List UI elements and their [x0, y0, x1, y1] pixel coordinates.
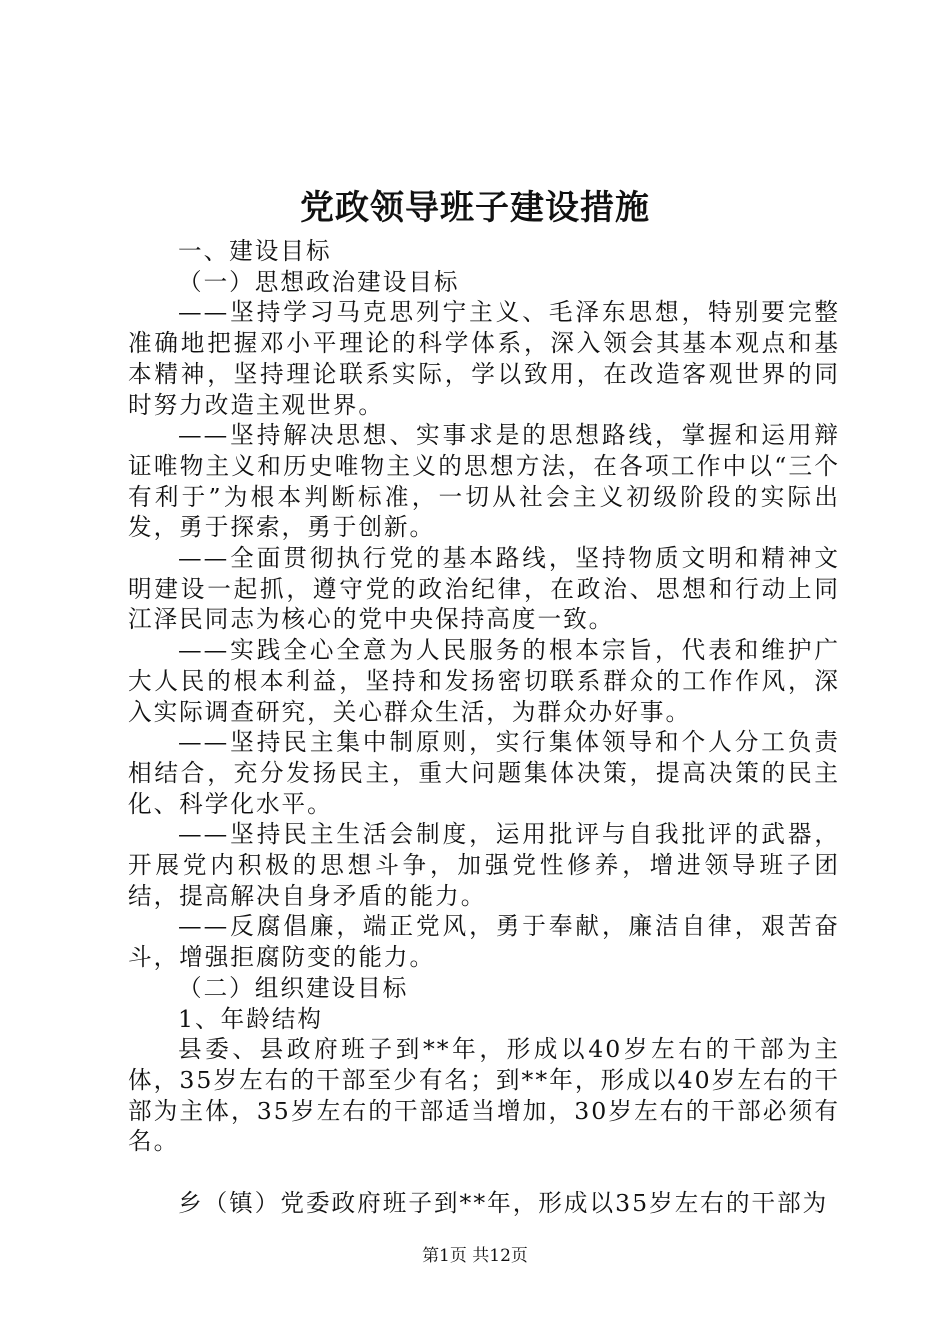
subsection-heading: （二）组织建设目标	[178, 973, 409, 1002]
document-body	[128, 236, 840, 1219]
page-title: 党政领导班子建设措施	[300, 188, 650, 228]
paragraph: ——坚持民主集中制原则，实行集体领导和个人分工负责相结合，充分发扬民主，重大问题集体决策，提高决策的民主化、科学化水平。	[128, 728, 840, 818]
section-heading: 一、建设目标	[178, 237, 332, 265]
paragraph: ——反腐倡廉，端正党风，勇于奉献，廉洁自律，艰苦奋斗，增强拒腐防变的能力。	[128, 912, 840, 972]
page-number-footer: 第1页 共12页	[422, 1246, 528, 1266]
paragraph: 乡（镇）党委政府班子到**年，形成以35岁左右的干部为	[178, 1189, 829, 1218]
paragraph: ——实践全心全意为人民服务的根本宗旨，代表和维护广大人民的根本利益，坚持和发扬密切联系群众的工作作风，深入实际调查研究，关心群众生活，为群众办好事。	[128, 636, 840, 726]
subsection-heading: （一）思想政治建设目标	[178, 267, 460, 296]
paragraph: ——坚持解决思想、实事求是的思想路线，掌握和运用辩证唯物主义和历史唯物主义的思想方法，在各项工作中以“三个有利于”为根本判断标准，一切从社会主义初级阶段的实际出发，勇于探索，勇于创新。	[128, 421, 840, 542]
paragraph: ——坚持民主生活会制度，运用批评与自我批评的武器，开展党内积极的思想斗争，加强党性修养，增进领导班子团结，提高解决自身矛盾的能力。	[128, 820, 840, 910]
paragraph: ——坚持学习马克思列宁主义、毛泽东思想，特别要完整准确地把握邓小平理论的科学体系，深入领会其基本观点和基本精神，坚持理论联系实际，学以致用，在改造客观世界的同时努力改造主观世界。	[128, 298, 840, 419]
item-heading: 1、年龄结构	[178, 1004, 323, 1033]
paragraph: ——全面贯彻执行党的基本路线，坚持物质文明和精神文明建设一起抓，遵守党的政治纪律，在政治、思想和行动上同江泽民同志为核心的党中央保持高度一致。	[128, 544, 840, 634]
paragraph: 县委、县政府班子到**年，形成以40岁左右的干部为主体，35岁左右的干部至少有名；到**年，形成以40岁左右的干部为主体，35岁左右的干部适当增加，30岁左右的干部必须有名。	[128, 1035, 840, 1156]
